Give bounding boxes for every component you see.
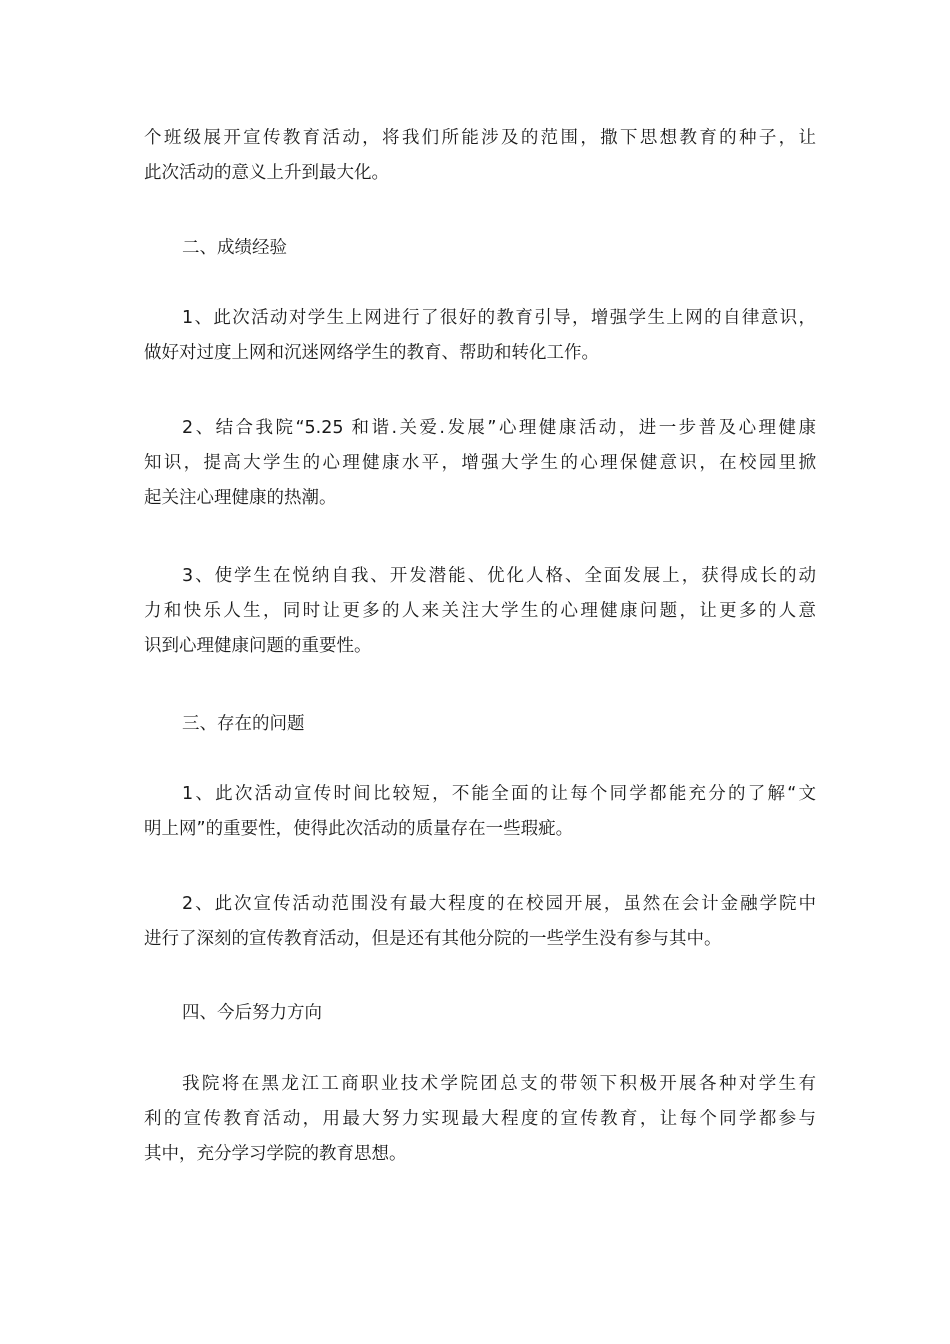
paragraph-continuation bbox=[144, 121, 816, 191]
heading-text: 三、存在的问题 bbox=[182, 714, 305, 734]
paragraph-line: 明上网”的重要性，使得此次活动的质量存在一些瑕疵。 bbox=[144, 819, 574, 839]
paragraph-achievement-1 bbox=[144, 301, 816, 371]
heading-text: 二、成绩经验 bbox=[182, 238, 287, 258]
section-heading-achievements bbox=[144, 231, 816, 266]
paragraph-line: 利的宣传教育活动，用最大努力实现最大程度的宣传教育，让每个同学都参与 bbox=[144, 1109, 816, 1129]
heading-text: 四、今后努力方向 bbox=[182, 1003, 322, 1023]
paragraph-problem-2 bbox=[144, 887, 816, 957]
paragraph-problem-1 bbox=[144, 777, 816, 847]
paragraph-line: 2、结合我院“5.25 和谐.关爱.发展”心理健康活动，进一步普及心理健康 bbox=[182, 418, 816, 438]
paragraph-achievement-2 bbox=[144, 411, 816, 516]
paragraph-line: 1、此次活动宣传时间比较短，不能全面的让每个同学都能充分的了解“文 bbox=[182, 784, 816, 804]
paragraph-line: 做好对过度上网和沉迷网络学生的教育、帮助和转化工作。 bbox=[144, 343, 599, 363]
paragraph-line: 起关注心理健康的热潮。 bbox=[144, 488, 337, 508]
paragraph-line: 知识，提高大学生的心理健康水平，增强大学生的心理保健意识，在校园里掀 bbox=[144, 453, 816, 473]
paragraph-line: 进行了深刻的宣传教育活动，但是还有其他分院的一些学生没有参与其中。 bbox=[144, 929, 722, 949]
paragraph-line: 我院将在黑龙江工商职业技术学院团总支的带领下积极开展各种对学生有 bbox=[182, 1074, 816, 1094]
paragraph-future bbox=[144, 1067, 816, 1172]
paragraph-line: 力和快乐人生，同时让更多的人来关注大学生的心理健康问题，让更多的人意 bbox=[144, 601, 816, 621]
paragraph-line: 1、此次活动对学生上网进行了很好的教育引导，增强学生上网的自律意识， bbox=[182, 308, 816, 328]
paragraph-line: 2、此次宣传活动范围没有最大程度的在校园开展，虽然在会计金融学院中 bbox=[182, 894, 816, 914]
paragraph-line: 识到心理健康问题的重要性。 bbox=[144, 636, 372, 656]
paragraph-line: 3、使学生在悦纳自我、开发潜能、优化人格、全面发展上，获得成长的动 bbox=[182, 566, 816, 586]
paragraph-line: 其中，充分学习学院的教育思想。 bbox=[144, 1144, 407, 1164]
paragraph-achievement-3 bbox=[144, 559, 816, 664]
paragraph-line: 个班级展开宣传教育活动，将我们所能涉及的范围，撒下思想教育的种子，让 bbox=[144, 128, 816, 148]
section-heading-problems bbox=[144, 707, 816, 742]
paragraph-line: 此次活动的意义上升到最大化。 bbox=[144, 163, 389, 183]
section-heading-future bbox=[144, 996, 816, 1031]
